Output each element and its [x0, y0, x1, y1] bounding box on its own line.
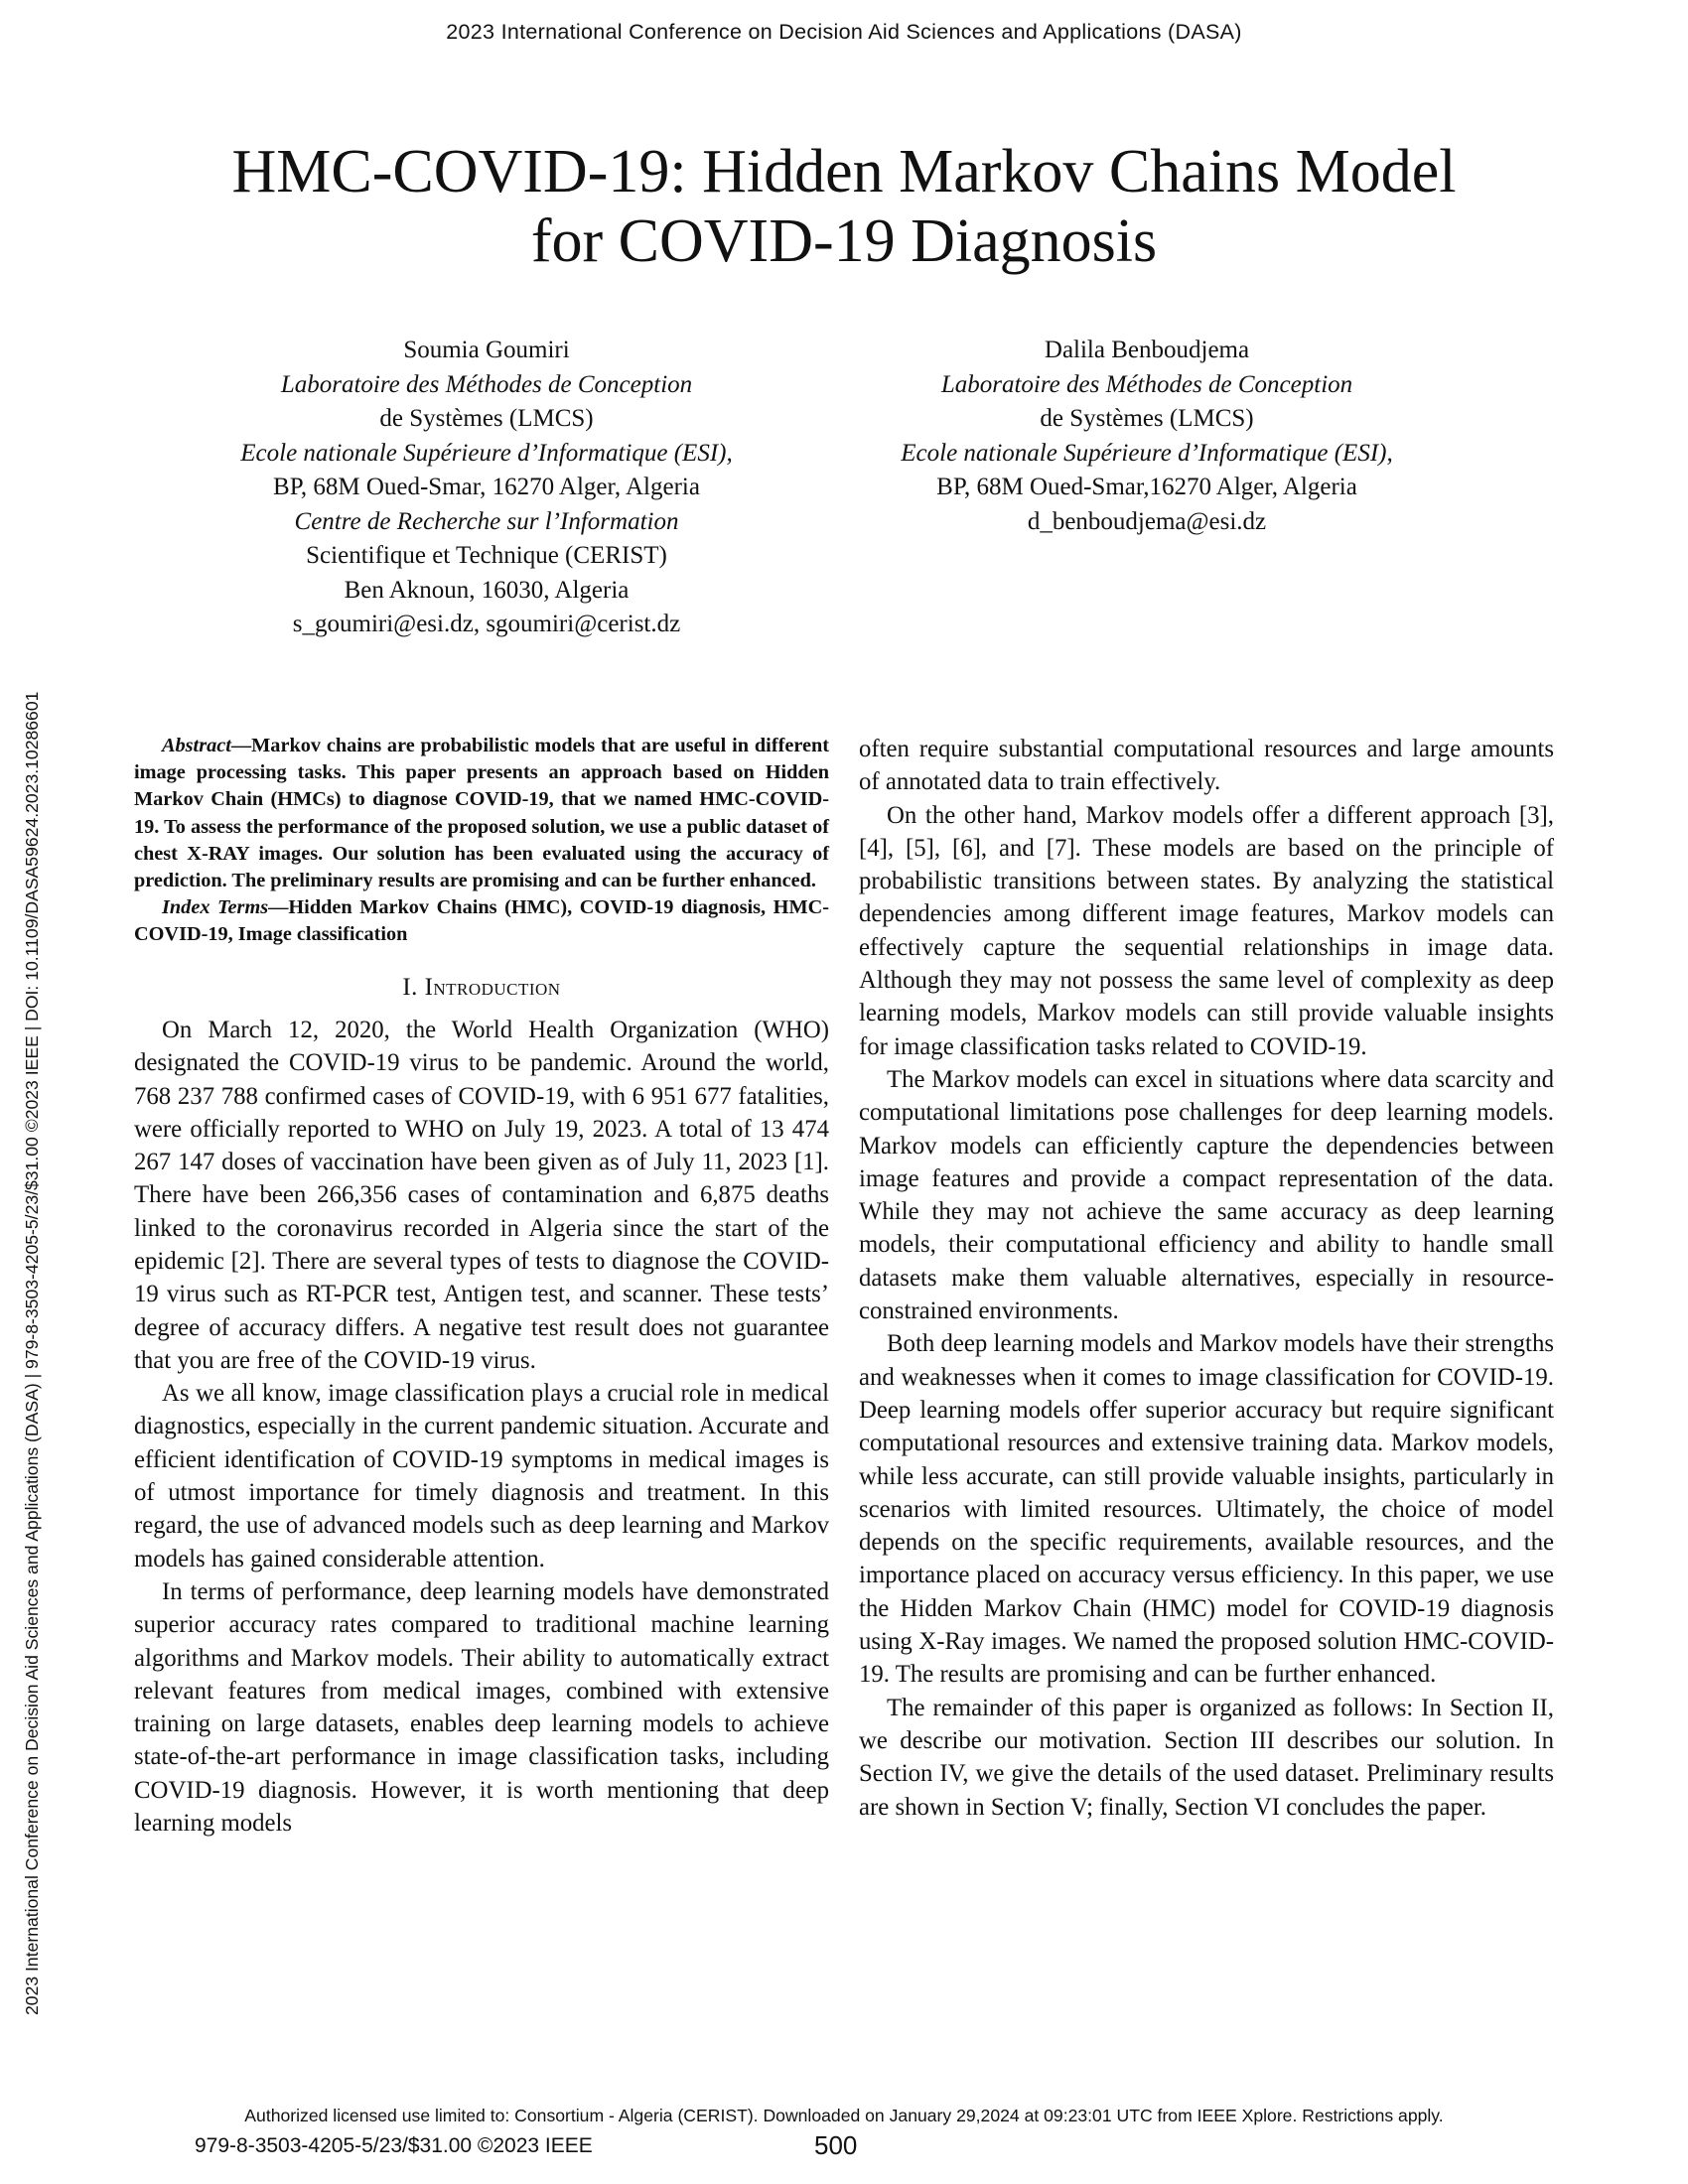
affiliation-line: Laboratoire des Méthodes de Conception — [280, 370, 693, 398]
index-terms-text: —Hidden Markov Chains (HMC), COVID-19 diagnosis, HMC-COVID-19, Image classification — [134, 896, 829, 946]
body-paragraph: The Markov models can excel in situations where data scarcity and computational limitations pose challenges for deep learning models. Markov models can efficiently capture the dependencies between image features and provide a compact representation of the data. While they may not achieve the same accuracy as deep learning models, their computational efficiency and ability to handle small datasets make them valuable alternatives, especially in resource-constrained environments. — [859, 1065, 1554, 1325]
affiliation-line: BP, 68M Oued-Smar, 16270 Alger, Algeria — [273, 474, 700, 500]
license-footer: Authorized licensed use limited to: Consortium - Algeria (CERIST). Downloaded on January 29,2024 at 09:23:01 UTC from IEEE Xplore. Restrictions apply. — [244, 2106, 1444, 2125]
body-paragraph: On the other hand, Markov models offer a different approach [3], [4], [5], [6], and [7]. These models are based on the principle of probabilistic transitions between states. By analyzing the statistical dependencies among different image features, Markov models can effectively capture the sequential relationships in image data. Although they may not possess the same level of complexity as deep learning models, Markov models can still provide valuable insights for image classification tasks related to COVID-19. — [859, 801, 1554, 1060]
author-name: Dalila Benboudjema — [1044, 337, 1250, 363]
section-number: I. — [402, 973, 425, 1001]
body-paragraph: Both deep learning models and Markov models have their strengths and weaknesses when it comes to image classification for COVID-19. Deep learning models offer superior accuracy but require significant computational resources and extensive training data. Markov models, while less accurate, can still provide valuable insights, particularly in scenarios with limited resources. Ultimately, the choice of model depends on the specific requirements, available resources, and the importance placed on accuracy versus efficiency. In this paper, we use the Hidden Markov Chain (HMC) model for COVID-19 diagnosis using X-Ray images. We named the proposed solution HMC-COVID-19. The results are promising and can be further enhanced. — [859, 1330, 1554, 1689]
paper-title — [99, 137, 1589, 276]
body-paragraph: As we all know, image classification plays a crucial role in medical diagnostics, especially in the current pandemic situation. Accurate and efficient identification of COVID-19 symptoms in medical images is of utmost importance for timely diagnosis and treatment. In this regard, the use of advanced models such as deep learning and Markov models has gained considerable attention. — [134, 1380, 829, 1572]
abstract-text: —Markov chains are probabilistic models that are useful in different image processing tasks. This paper presents an approach based on Hidden Markov Chain (HMCs) to diagnose COVID-19, that we named HMC-COVID-19. To assess the performance of the proposed solution, we use a public dataset of chest X-RAY images. Our solution has been evaluated using the accuracy of prediction. The preliminary results are promising and can be further enhanced. — [134, 735, 829, 892]
affiliation-line: Ecole nationale Supérieure d’Informatique (ESI), — [901, 439, 1393, 467]
left-column — [134, 733, 829, 1840]
abstract-label: Abstract — [162, 735, 231, 756]
body-paragraph: In terms of performance, deep learning models have demonstrated superior accuracy rates compared to traditional machine learning algorithms and Markov models. Their ability to automatically extract relevant features from medical images, combined with extensive training on large datasets, enables deep learning models to achieve state-of-the-art performance in image classification tasks, including COVID-19 diagnosis. However, it is worth mentioning that deep learning models — [134, 1577, 829, 1838]
abstract — [134, 733, 829, 894]
isbn-footer: 979-8-3503-4205-5/23/$31.00 ©2023 IEEE — [195, 2134, 593, 2157]
affiliation-line: Laboratoire des Méthodes de Conception — [940, 370, 1353, 398]
page-number: 500 — [814, 2130, 858, 2160]
affiliation-line: BP, 68M Oued-Smar,16270 Alger, Algeria — [936, 474, 1357, 500]
author-block-2 — [829, 334, 1465, 539]
section-title: Introduction — [424, 973, 561, 1001]
index-terms — [134, 894, 829, 948]
affiliation-line: Scientifique et Technique (CERIST) — [306, 542, 667, 569]
side-doi-note: 2023 International Conference on Decision Aid Sciences and Applications (DASA) | 979-8-3503-4205-5/23/$31.00 ©2023 IEEE | DOI: 10.1109/DASA59624.2023.10286601 — [22, 691, 42, 2015]
affiliation-line: Centre de Recherche sur l’Information — [294, 507, 679, 535]
affiliation-line: de Systèmes (LMCS) — [1040, 405, 1254, 432]
author-name: Soumia Goumiri — [403, 337, 570, 363]
body-paragraph: On March 12, 2020, the World Health Organization (WHO) designated the COVID-19 virus to be pandemic. Around the world, 768 237 788 confirmed cases of COVID-19, with 6 951 677 fatalities, were officially reported to WHO on July 19, 2023. A total of 13 474 267 147 doses of vaccination have been given as of July 11, 2023 [1]. There have been 266,356 cases of contamination and 6,875 deaths linked to the coronavirus recorded in Algeria since the start of the epidemic [2]. There are several types of tests to diagnose the COVID-19 virus such as RT-PCR test, Antigen test, and scanner. These tests’ degree of accuracy differs. A negative test result does not guarantee that you are free of the COVID-19 virus. — [134, 1016, 829, 1374]
author-email[interactable]: d_benboudjema@esi.dz — [1027, 507, 1267, 535]
author-block-1 — [169, 334, 804, 642]
affiliation-line: Ben Aknoun, 16030, Algeria — [344, 576, 630, 604]
body-paragraph: The remainder of this paper is organized as follows: In Section II, we describe our motivation. Section III describes our solution. In Section IV, we give the details of the used dataset. Preliminary results are shown in Section V; finally, Section VI concludes the paper. — [859, 1694, 1554, 1821]
affiliation-line: de Systèmes (LMCS) — [379, 405, 594, 432]
conference-header: 2023 International Conference on Decision Aid Sciences and Applications (DASA) — [446, 20, 1242, 44]
section-heading — [134, 971, 829, 1004]
right-column — [859, 733, 1554, 1824]
affiliation-line: Ecole nationale Supérieure d’Informatique (ESI), — [240, 439, 733, 467]
title-line-1: HMC-COVID-19: Hidden Markov Chains Model — [231, 138, 1457, 205]
body-paragraph: often require substantial computational resources and large amounts of annotated data to train effectively. — [859, 736, 1554, 796]
index-terms-label: Index Terms — [162, 896, 269, 919]
author-email[interactable]: s_goumiri@esi.dz, sgoumiri@cerist.dz — [292, 611, 681, 637]
title-line-2: for COVID-19 Diagnosis — [530, 207, 1158, 276]
